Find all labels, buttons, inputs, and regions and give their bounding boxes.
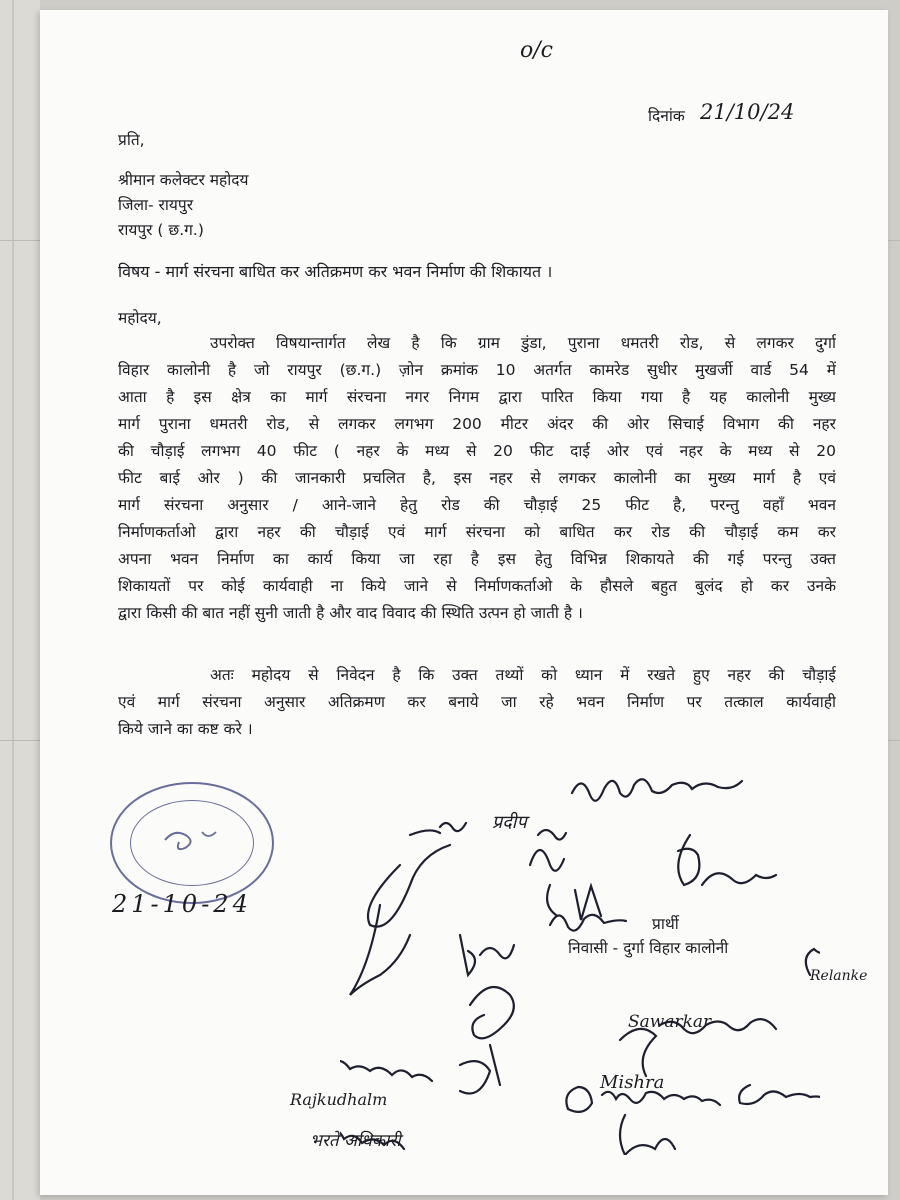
signature-mishra: Mishra [600,1072,665,1093]
background-left [0,0,40,1200]
recipient-line-1: श्रीमान कलेक्टर महोदय [118,171,249,189]
date-label: दिनांक [648,107,685,125]
office-stamp [110,782,274,904]
applicant-label: प्रार्थी [652,915,679,933]
signatures-area [340,755,820,1155]
paragraph-line: मार्ग पुराना धमतरी रोड, से लगकर लगभग 200 मीटर अंदर की ओर सिचाई विभाग की नहर [118,415,836,433]
applicant-residents: निवासी - दुर्गा विहार कालोनी [568,939,729,957]
signature-relanke: Relanke [810,968,868,984]
top-handwritten-mark: o/c [520,38,553,63]
paragraph-line: शिकायतों पर कोई कार्यवाही ना किये जाने से निर्माणकर्ताओ के हौसले बहुत बुलंद हो कर उनके [118,577,836,595]
subject-line: विषय - मार्ग संरचना बाधित कर अतिक्रमण कर भवन निर्माण की शिकायत । [118,262,553,281]
signature-designation: भरते अधिकारी [310,1131,401,1151]
paragraph-line: अपना भवन निर्माण का कार्य किया जा रहा है इस हेतु विभिन्न शिकायते की गई परन्तु उक्त [118,550,836,568]
paragraph-line: मार्ग संरचना अनुसार / आने-जाने हेतु रोड की चौड़ाई 25 फीट है, परन्तु वहाँ भवन [118,496,836,514]
body-paragraph-2 [118,662,836,743]
signature-sawarkar: Sawarkar [628,1012,712,1032]
paragraph-line: आता है इस क्षेत्र का मार्ग संरचना नगर निगम द्वारा पारित किया गया है यह कालोनी मुख्य [118,388,836,406]
letter-page [40,10,888,1195]
paragraph-line: उपरोक्त विषयान्तार्गत लेख है कि ग्राम डुंडा, पुराना धमतरी रोड, से लगकर दुर्गा [210,334,836,352]
paragraph-line: एवं मार्ग संरचना अनुसार अतिक्रमण कर बनाये जा रहे भवन निर्माण पर तत्काल कार्यवाही [118,693,836,711]
signature-rajkudhalm: Rajkudhalm [290,1090,388,1109]
paragraph-line: द्वारा किसी की बात नहीं सुनी जाती है और वाद विवाद की स्थिति उत्पन हो जाती है । [118,604,583,622]
greeting: महोदय, [118,309,162,327]
body-paragraph-1 [118,330,836,627]
date-value: 21/10/24 [700,100,795,124]
recipient-line-3: रायपुर ( छ.ग.) [118,221,204,239]
paragraph-line: निर्माणकर्ताओ द्वारा नहर की चौड़ाई एवं मार्ग संरचना को बाधित कर रोड की चौड़ाई कम कर [118,523,836,541]
stamp-handwritten-date: 21-10-24 [112,890,252,918]
paragraph-line: विहार कालोनी है जो रायपुर (छ.ग.) ज़ोन क्रमांक 10 अतर्गत कामरेड सुधीर मुखर्जी वार्ड 54 में [118,361,836,379]
paragraph-line: फीट बाई ओर ) की जानकारी प्रचलित है, इस नहर से लगकर कालोनी का मुख्य मार्ग है एवं [118,469,836,487]
signature-pradeep: प्रदीप [492,812,527,833]
recipient-to: प्रति, [118,131,145,149]
paragraph-line: अतः महोदय से निवेदन है कि उक्त तथ्यों को ध्यान में रखते हुए नहर की चौड़ाई [210,666,836,684]
recipient-line-2: जिला- रायपुर [118,196,194,214]
paragraph-line: की चौड़ाई लगभग 40 फीट ( नहर के मध्य से 20 फीट दाई ओर एवं नहर के मध्य से 20 [118,442,836,460]
paragraph-line: किये जाने का कष्ट करे । [118,720,253,738]
